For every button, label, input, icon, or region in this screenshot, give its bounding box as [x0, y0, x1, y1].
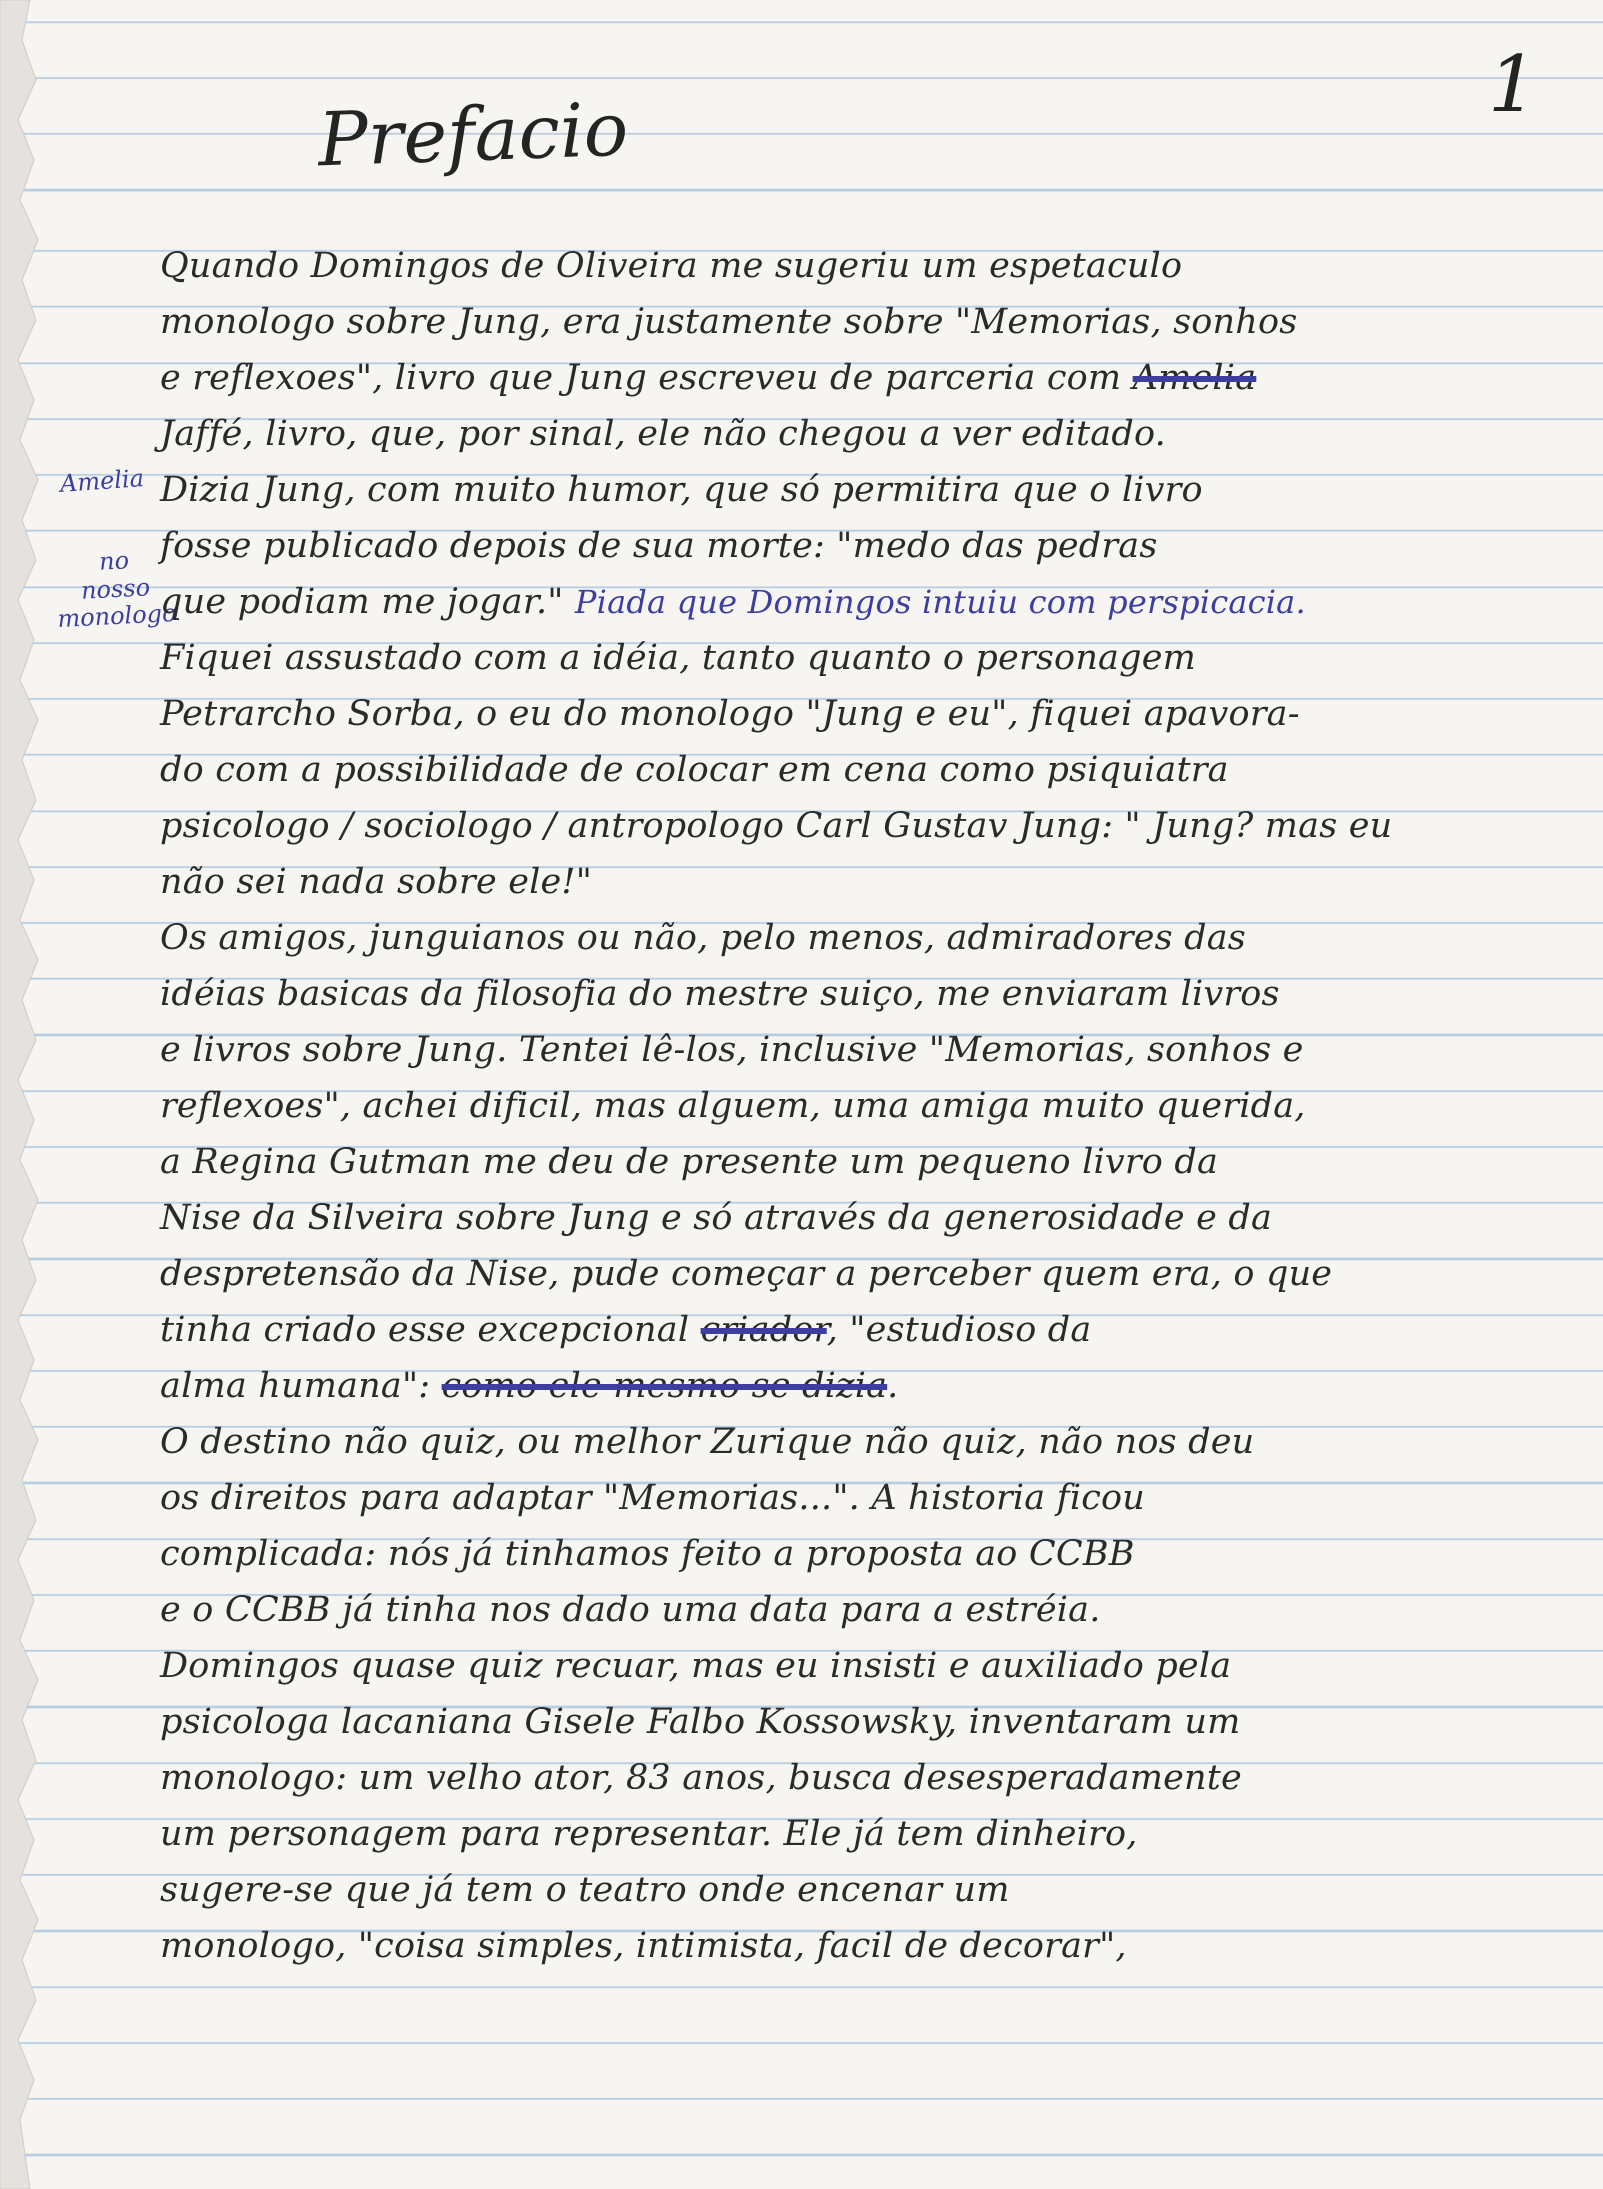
line-text: monologo, "coisa simples, intimista, facil de decorar", — [160, 1926, 1127, 1966]
margin-note-amelia: Amelia — [59, 464, 145, 498]
torn-perforated-edge — [0, 0, 64, 2189]
line-text: despretensão da Nise, pude começar a perceber quem era, o que — [160, 1254, 1333, 1294]
text-line — [160, 1470, 1580, 1526]
line-text: sugere-se que já tem o teatro onde encenar um — [160, 1870, 1010, 1910]
text-line — [160, 1414, 1580, 1470]
text-line — [160, 294, 1580, 350]
text-line — [160, 742, 1580, 798]
text-line — [160, 1918, 1580, 1974]
text-line — [160, 1638, 1580, 1694]
text-line — [160, 1246, 1580, 1302]
line-text: Fiquei assustado com a idéia, tanto quanto o personagem — [160, 638, 1197, 678]
line-text: os direitos para adaptar "Memorias...". A historia ficou — [160, 1478, 1146, 1518]
text-line — [160, 1022, 1580, 1078]
line-text: um personagem para representar. Ele já tem dinheiro, — [160, 1814, 1138, 1854]
text-line — [160, 518, 1580, 574]
line-text: Domingos quase quiz recuar, mas eu insisti e auxiliado pela — [160, 1646, 1232, 1686]
line-text: reflexoes", achei dificil, mas alguem, uma amiga muito querida, — [160, 1086, 1306, 1126]
text-line — [160, 1358, 1580, 1414]
line-text: . — [887, 1366, 899, 1406]
text-line — [160, 1190, 1580, 1246]
line-text: alma humana": — [160, 1366, 442, 1406]
blue-ink-insertion: Piada que Domingos intuiu com perspicacia. — [574, 583, 1306, 621]
line-text: Jaffé, livro, que, por sinal, ele não chegou a ver editado. — [160, 414, 1166, 454]
line-text: Quando Domingos de Oliveira me sugeriu um espetaculo — [160, 246, 1183, 286]
text-line — [160, 686, 1580, 742]
line-text: fosse publicado depois de sua morte: "medo das pedras — [160, 526, 1158, 566]
line-text: que podiam me jogar." — [160, 582, 575, 622]
text-line — [160, 630, 1580, 686]
struck-through-text: criador — [700, 1310, 827, 1350]
struck-through-text: como ele mesmo se dizia — [441, 1366, 888, 1406]
text-line — [160, 1806, 1580, 1862]
text-line — [160, 1078, 1580, 1134]
line-text: e livros sobre Jung. Tentei lê-los, inclusive "Memorias, sonhos e — [160, 1030, 1304, 1070]
line-text: , "estudioso da — [826, 1310, 1092, 1350]
line-text: e reflexoes", livro que Jung escreveu de parceria com — [160, 358, 1133, 398]
line-text: Petrarcho Sorba, o eu do monologo "Jung e eu", fiquei apavora- — [160, 694, 1300, 734]
line-text: psicologa lacaniana Gisele Falbo Kossowsky, inventaram um — [160, 1702, 1241, 1742]
line-text: Nise da Silveira sobre Jung e só através da generosidade e da — [160, 1198, 1273, 1238]
page-title: Prefacio — [316, 86, 630, 184]
margin-note-no-nosso-monologo: no nosso monologo — [56, 546, 178, 634]
line-text: O destino não quiz, ou melhor Zurique não quiz, não nos deu — [160, 1422, 1255, 1462]
text-line — [160, 798, 1580, 854]
text-line — [160, 1694, 1580, 1750]
line-text: psicologo / sociologo / antropologo Carl Gustav Jung: " Jung? mas eu — [160, 806, 1393, 846]
line-text: a Regina Gutman me deu de presente um pequeno livro da — [160, 1142, 1219, 1182]
page-number: 1 — [1488, 40, 1538, 130]
line-text: complicada: nós já tinhamos feito a proposta ao CCBB — [160, 1534, 1135, 1574]
text-line — [160, 406, 1580, 462]
line-text: Dizia Jung, com muito humor, que só permitira que o livro — [160, 470, 1203, 510]
text-line — [160, 1526, 1580, 1582]
struck-through-text: Amelia — [1132, 358, 1257, 398]
text-line — [160, 1750, 1580, 1806]
text-line — [160, 238, 1580, 294]
text-line — [160, 462, 1580, 518]
line-text: monologo: um velho ator, 83 anos, busca desesperadamente — [160, 1758, 1242, 1798]
text-line — [160, 1582, 1580, 1638]
line-text: Os amigos, junguianos ou não, pelo menos, admiradores das — [160, 918, 1246, 958]
line-text: não sei nada sobre ele!" — [160, 862, 592, 902]
line-text: tinha criado esse excepcional — [160, 1310, 701, 1350]
line-text: monologo sobre Jung, era justamente sobre "Memorias, sonhos — [160, 302, 1298, 342]
text-line — [160, 910, 1580, 966]
line-text: idéias basicas da filosofia do mestre suiço, me enviaram livros — [160, 974, 1280, 1014]
text-line — [160, 966, 1580, 1022]
text-line — [160, 1862, 1580, 1918]
handwritten-body-text — [160, 238, 1580, 1974]
text-line — [160, 854, 1580, 910]
text-line — [160, 1134, 1580, 1190]
text-line — [160, 350, 1580, 406]
line-text: do com a possibilidade de colocar em cena como psiquiatra — [160, 750, 1229, 790]
text-line — [160, 1302, 1580, 1358]
text-line — [160, 574, 1580, 630]
line-text: e o CCBB já tinha nos dado uma data para a estréia. — [160, 1590, 1101, 1630]
